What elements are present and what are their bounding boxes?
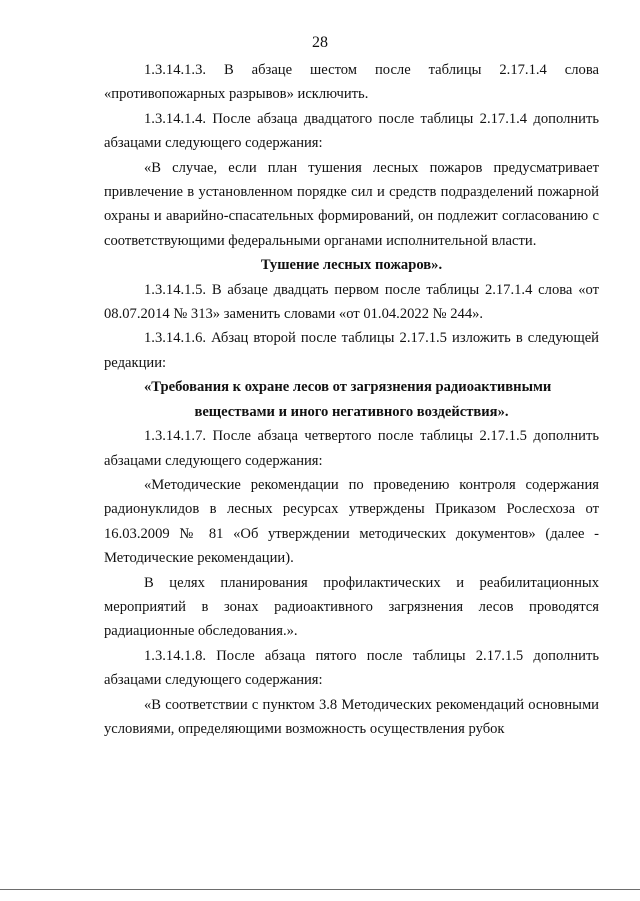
heading-radioactive-line-2: веществами и иного негативного воздействия». (194, 403, 509, 420)
heading-radioactive-line-1: «Требования к охране лесов от загрязнения радиоактивными (144, 379, 552, 396)
paragraph-1-3-14-1-4: 1.3.14.1.4. После абзаца двадцатого после таблицы 2.17.1.4 дополнить абзацами следующего содержания: (104, 110, 599, 152)
bottom-scan-edge (0, 889, 640, 890)
paragraph-quote-methodical-recommendations: «Методические рекомендации по проведению контроля содержания радионуклидов в лесных ресурсах утверждены Приказом Рослесхоза от 16.03.2009 № 81 «Об утверждении методических документов» (далее - Методические рекомендации). (104, 476, 599, 567)
page-number: 28 (312, 34, 328, 51)
paragraph-quote-fire-plan: «В случае, если план тушения лесных пожаров предусматривает привлечение в установленном порядке сил и средств подразделений пожарной охраны и аварийно-спасательных формирований, он подлежит согласованию с соответствующими федеральными органами исполнительной власти. (104, 159, 599, 249)
paragraph-1-3-14-1-6: 1.3.14.1.6. Абзац второй после таблицы 2.17.1.5 изложить в следующей редакции: (104, 330, 599, 371)
paragraph-1-3-14-1-5: 1.3.14.1.5. В абзаце двадцать первом после таблицы 2.17.1.4 слова «от 08.07.2014 № 313» заменить словами «от 01.04.2022 № 244». (104, 281, 599, 323)
paragraph-radiation-surveys: В целях планирования профилактических и реабилитационных мероприятий в зонах радиоактивного загрязнения лесов проводятся радиационные обследования.». (104, 574, 599, 640)
paragraph-quote-clause-3-8: «В соответствии с пунктом 3.8 Методических рекомендаций основными условиями, определяющими возможность осуществления рубок (104, 696, 599, 737)
heading-forest-fire-extinguishing: Тушение лесных пожаров». (260, 257, 443, 274)
paragraph-1-3-14-1-7: 1.3.14.1.7. После абзаца четвертого после таблицы 2.17.1.5 дополнить абзацами следующего содержания: (104, 428, 599, 469)
document-body (104, 58, 599, 741)
paragraph-1-3-14-1-3: 1.3.14.1.3. В абзаце шестом после таблицы 2.17.1.4 слова «противопожарных разрывов» исключить. (104, 62, 599, 103)
paragraph-1-3-14-1-8: 1.3.14.1.8. После абзаца пятого после таблицы 2.17.1.5 дополнить абзацами следующего содержания: (104, 647, 599, 689)
